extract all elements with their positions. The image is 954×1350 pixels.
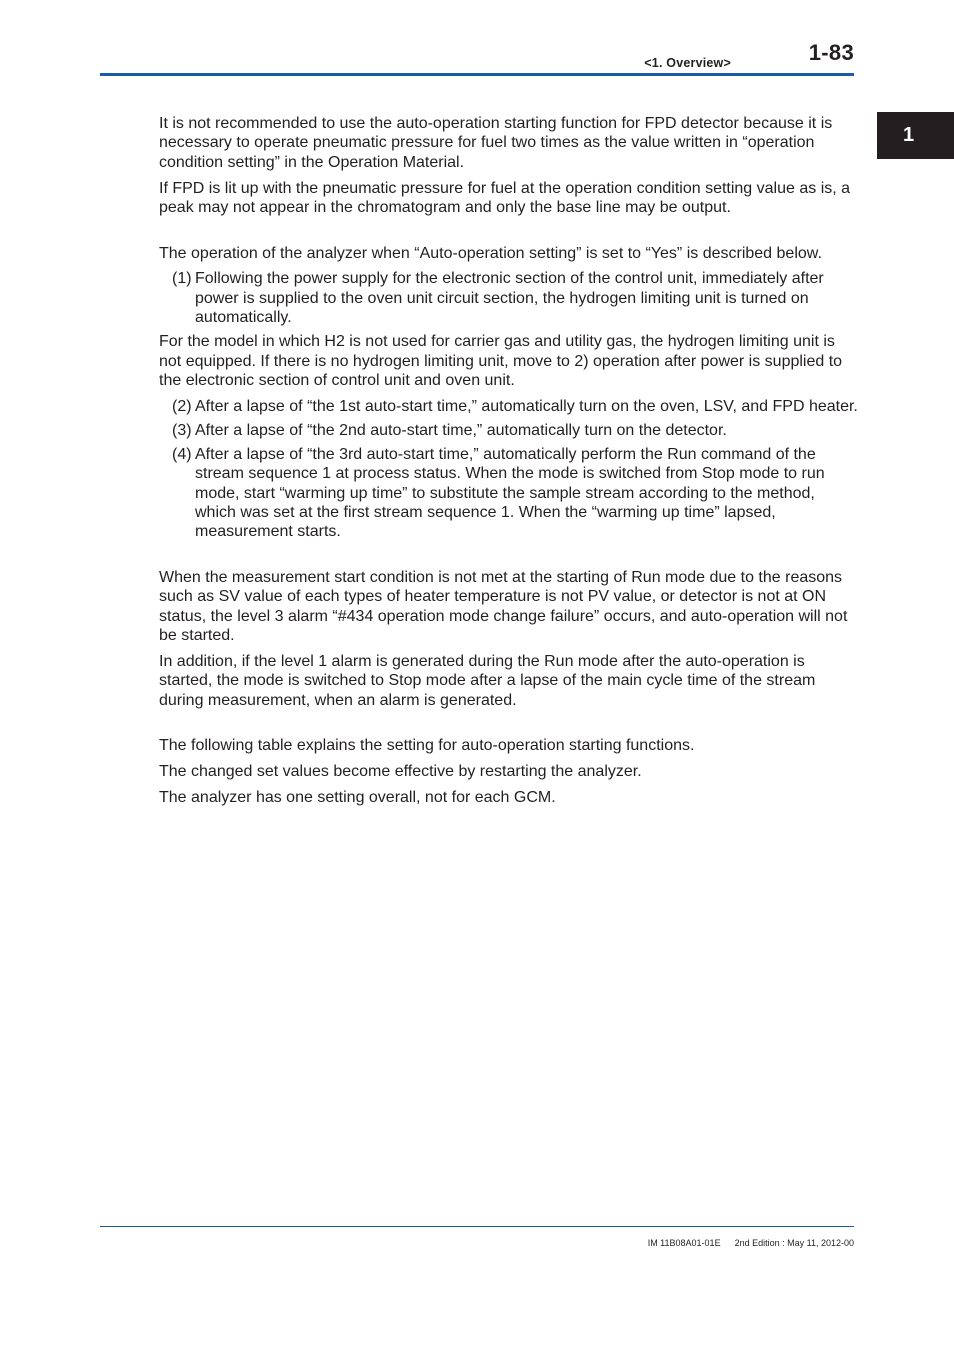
list-item (159, 269, 859, 327)
paragraph-level1-alarm: In addition, if the level 1 alarm is generated during the Run mode after the auto-operation is started, the mode is switched to Stop mode after a lapse of the main cycle time of the stream during measurement, when an alarm is generated. (159, 652, 816, 709)
paragraph-fpd-peak: If FPD is lit up with the pneumatic pressure for fuel at the operation condition setting value as is, a peak may not appear in the chromatogram and only the base line may be output. (159, 179, 851, 217)
footer-edition: 2nd Edition : May 11, 2012-00 (734, 1238, 854, 1248)
list-item-text: After a lapse of “the 1st auto-start time,” automatically turn on the oven, LSV, and FPD heater. (195, 397, 858, 415)
paragraph-setting-scope: The analyzer has one setting overall, not for each GCM. (159, 788, 556, 806)
paragraph-fpd-warning: It is not recommended to use the auto-operation starting function for FPD detector because it is necessary to operate pneumatic pressure for fuel two times as the value written in “operation condition setting” in the Operation Material. (159, 115, 833, 171)
footer-doc-id: IM 11B08A01-01E (647, 1238, 721, 1248)
paragraph-restart-note: The changed set values become effective by restarting the analyzer. (159, 762, 642, 780)
footer (648, 1238, 854, 1248)
main-content (159, 114, 859, 814)
chapter-tab: 1 (877, 112, 954, 159)
list-item-text: Following the power supply for the electronic section of the control unit, immediately after power is supplied to the oven unit circuit section, the hydrogen limiting unit is turned on automatically. (195, 270, 824, 327)
list-item (159, 445, 859, 542)
list-item-number: (4) (172, 445, 192, 463)
list-item-text: After a lapse of “the 3rd auto-start time,” automatically perform the Run command of the stream sequence 1 at process status. When the mode is switched from Stop mode to run mode, start “warming up time” to substitute the sample stream according to the method, which was set at the first stream sequence 1. When the “warming up time” lapsed, measurement starts. (195, 445, 825, 541)
page-number: 1-83 (808, 40, 854, 65)
list-item-number: (3) (172, 421, 192, 439)
paragraph-start-condition: When the measurement start condition is not met at the starting of Run mode due to the reasons such as SV value of each types of heater temperature is not PV value, or detector is not at ON status, the level 3 alarm “#434 operation mode change failure” occurs, and auto-operation will not be started. (159, 568, 848, 644)
list-item (159, 421, 859, 440)
header-section-label: <1. Overview> (644, 56, 731, 70)
list-item-number: (1) (172, 270, 192, 288)
header-rule (100, 73, 854, 76)
list-item (159, 397, 859, 416)
list-item-text: After a lapse of “the 2nd auto-start time,” automatically turn on the detector. (195, 421, 727, 439)
paragraph-operation-intro: The operation of the analyzer when “Auto-operation setting” is set to “Yes” is described below. (159, 244, 822, 262)
footer-rule (100, 1226, 854, 1227)
paragraph-hydrogen-note: For the model in which H2 is not used for carrier gas and utility gas, the hydrogen limiting unit is not equipped. If there is no hydrogen limiting unit, move to 2) operation after power is supplied to the electronic section of control unit and oven unit. (159, 333, 843, 389)
list-item-number: (2) (172, 397, 192, 415)
paragraph-table-intro: The following table explains the setting for auto-operation starting functions. (159, 737, 695, 755)
